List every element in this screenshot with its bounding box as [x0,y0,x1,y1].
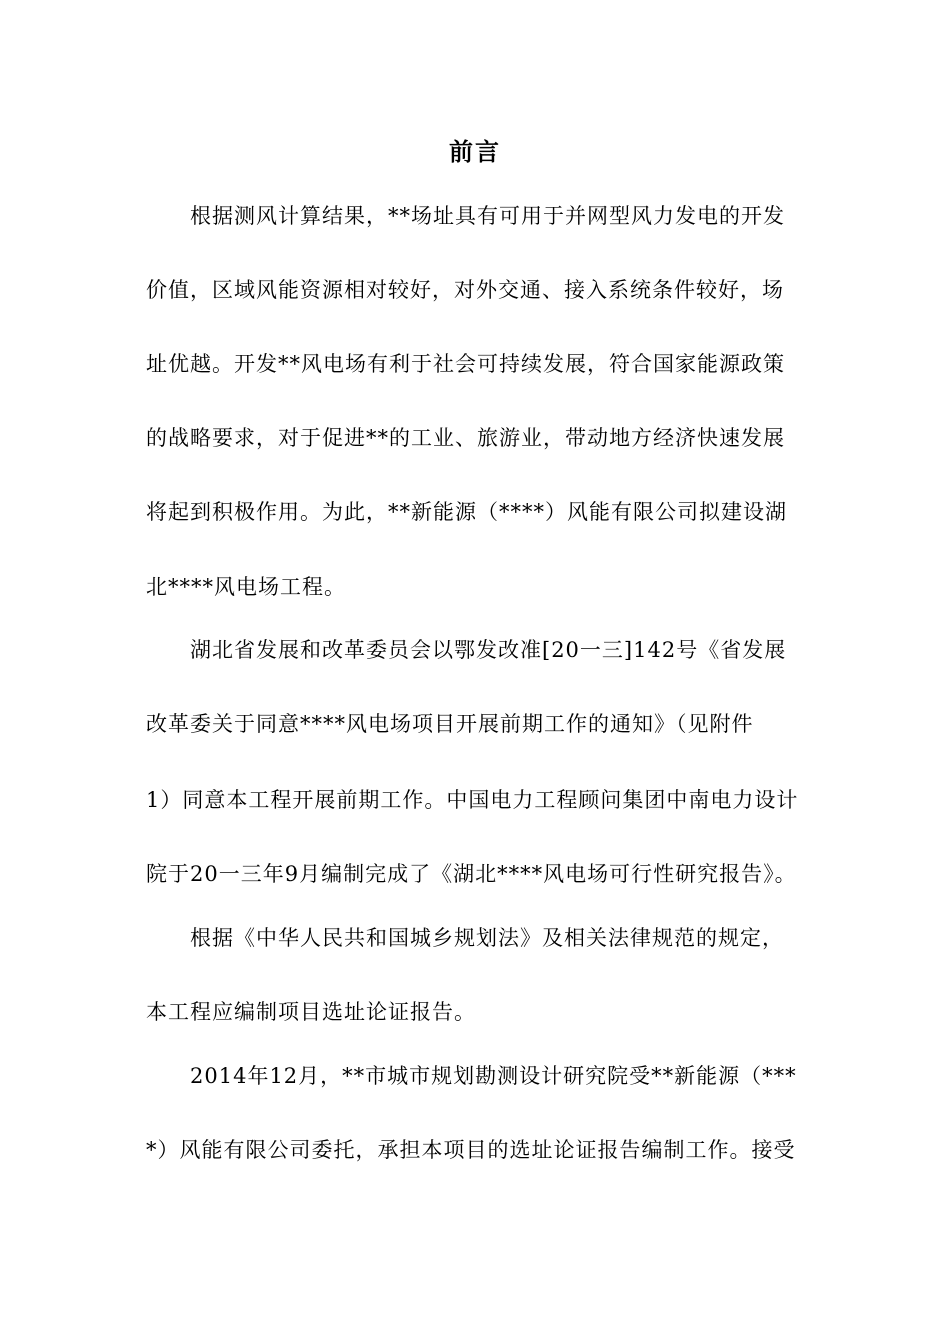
page-title: 前言 [449,137,501,166]
paragraph-line: 院于20一三年9月编制完成了《湖北****风电场可行性研究报告》。 [146,862,797,886]
paragraph-line: 址优越。开发**风电场有利于社会可持续发展，符合国家能源政策 [146,352,785,376]
paragraph-line: 的战略要求，对于促进**的工业、旅游业，带动地方经济快速发展 [146,426,785,450]
paragraph-line: 湖北省发展和改革委员会以鄂发改准[20一三]142号《省发展 [190,638,787,662]
paragraph-line: *）风能有限公司委托，承担本项目的选址论证报告编制工作。接受 [146,1138,796,1162]
paragraph-line: 2014年12月，**市城市规划勘测设计研究院受**新能源（*** [190,1064,797,1088]
paragraph-line: 本工程应编制项目选址论证报告。 [146,1000,476,1024]
paragraph-line: 1）同意本工程开展前期工作。中国电力工程顾问集团中南电力设计 [146,788,799,812]
paragraph-line: 根据测风计算结果，**场址具有可用于并网型风力发电的开发 [190,204,785,228]
paragraph-line: 根据《中华人民共和国城乡规划法》及相关法律规范的规定， [190,926,784,950]
paragraph-line: 价值，区域风能资源相对较好，对外交通、接入系统条件较好，场 [146,278,784,302]
paragraph-line: 北****风电场工程。 [146,575,346,599]
paragraph-line: 将起到积极作用。为此，**新能源（****）风能有限公司拟建设湖 [146,500,787,524]
paragraph-line: 改革委关于同意****风电场项目开展前期工作的通知》（见附件 [146,712,754,736]
